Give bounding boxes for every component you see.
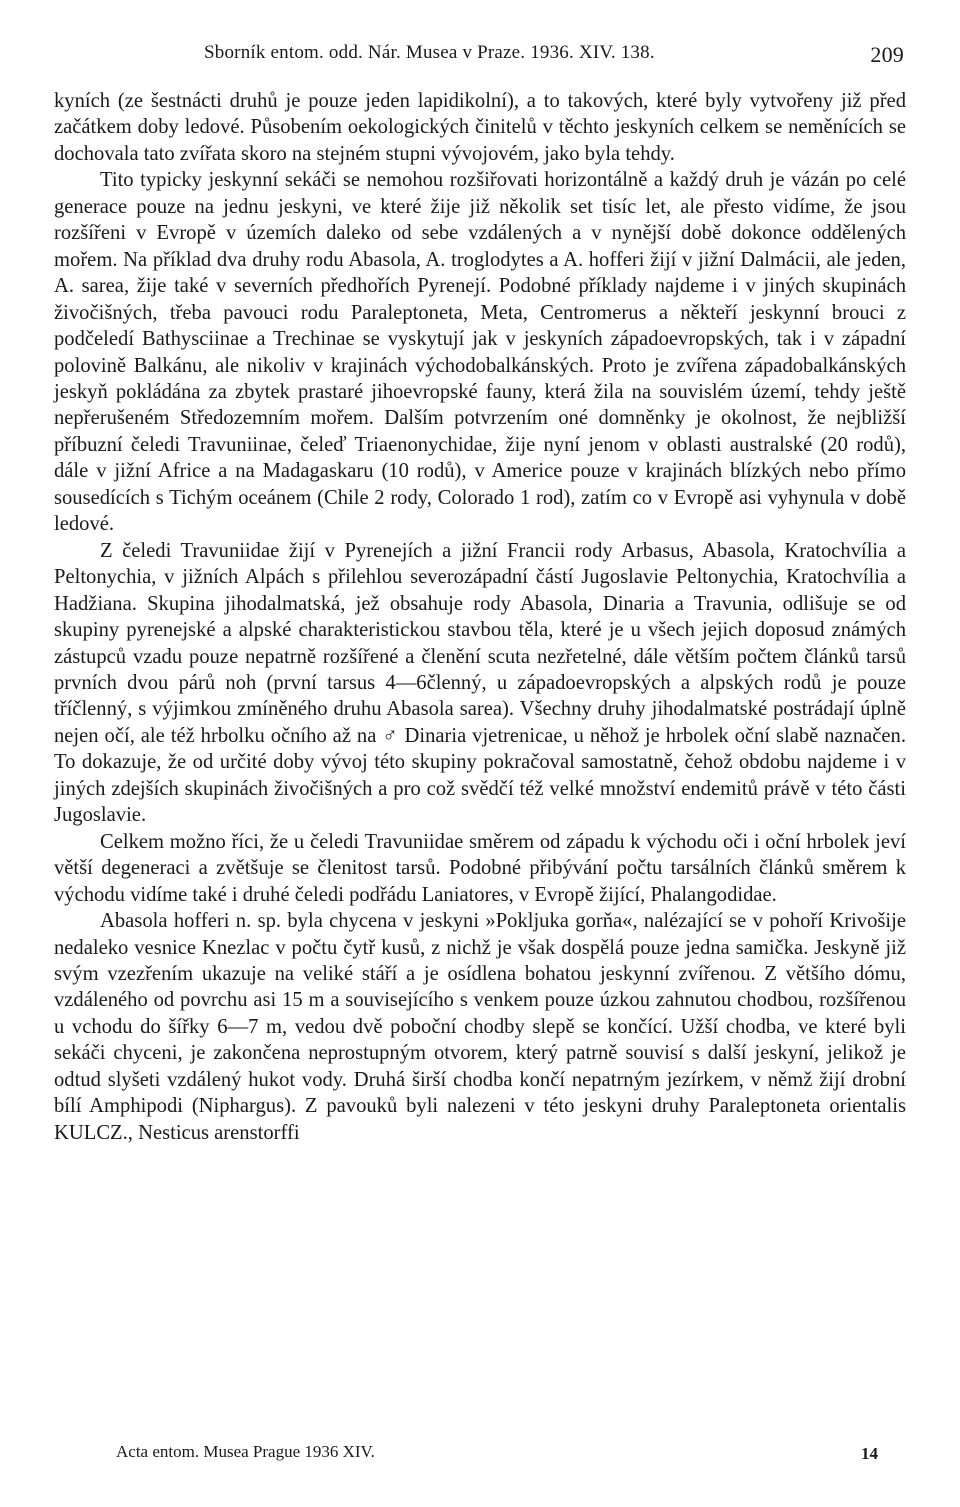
paragraph-4: Celkem možno říci, že u čeledi Travuniidae směrem od západu k východu oči i oční hrbolek jeví větší degeneraci a zvětšuje se členitost tarsů. Podobné přibývání počtu tarsálních článků směrem k východu vidíme také i druhé čeledi podřádu Laniatores, v Evropě žijící, Phalangodidae. <box>54 830 906 906</box>
running-title: Sborník entom. odd. Nár. Musea v Praze. 1936. XIV. 138. <box>204 42 655 63</box>
paragraph-1: kyních (ze šestnácti druhů je pouze jeden lapidikolní), a to takových, které byly vytvořeny již před začátkem doby ledové. Působením oekologických činitelů v těchto jeskyních celkem se neměnících se dochovala tato zvířata skoro na stejném stupni vývojovém, jako byla tehdy. <box>54 90 906 165</box>
paragraph-5: Abasola hofferi n. sp. byla chycena v jeskyni »Pokljuka gorňa«, nalézající se v pohoří Krivošije nedaleko vesnice Knezlac v počtu čytř kusů, z nichž je však dospělá pouze jedna samička. Jeskyně již svým vzezřením ukazuje na veliké stáří a je osídlena bohatou jeskynní zvířenou. Z většího dómu, vzdáleného od povrchu asi 15 m a souvisejícího s venkem pouze úzkou zahnutou chodbou, rozšířenou u vchodu do šířky 6—7 m, vedou dvě poboční chodby slepě se končící. Užší chodba, ve které byli sekáči chyceni, je zakončena neprostupným otvorem, který patrně souvisí s další jeskyní, jelikož je odtud slyšeti vzdálený hukot vody. Druhá širší chodba končí nepatrným jezírkem, v němž žijí drobní bílí Amphipodi (Niphargus). Z pavouků byli nalezeni v této jeskyni druhy Paraleptoneta orientalis KULCZ., Nesticus arenstorffi <box>54 910 906 1144</box>
page-header <box>54 42 904 72</box>
page-number: 209 <box>870 42 904 67</box>
footer-sheet-number: 14 <box>861 1444 878 1463</box>
paragraph-2: Tito typicky jeskynní sekáči se nemohou rozšiřovati horizontálně a každý druh je vázán po celé generace pouze na jednu jeskyni, ve které žije již několik set tisíc let, ale přesto vidíme, že jsou rozšířeni v Evropě v územích daleko od sebe vzdálených a v nynější době dokonce oddělených mořem. Na příklad dva druhy rodu Abasola, A. troglodytes a A. hofferi žijí v jižní Dalmácii, ale jeden, A. sarea, žije také v severních předhořích Pyrenejí. Podobné příklady najdeme i v jiných skupinách živočišných, třeba pavouci rodu Paraleptoneta, Meta, Centromerus a někteří jeskynní brouci z podčeledí Bathysciinae a Trechinae se vyskytují jak v jeskyních západoevropských, tak i v západní polovině Balkánu, ale nikoliv v krajinách východobalkánských. Proto je zvířena západobalkánských jeskyň pokládána za zbytek prastaré jihoevropské fauny, která žila na souvislém území, tehdy ještě nepřerušeném Středozemním mořem. Dalším potvrzením oné domněnky je okolnost, že nejbližší příbuzní čeledi Travuniinae, čeleď Triaenonychidae, žije nyní jenom v oblasti australské (20 rodů), dále v jižní Africe a na Madagaskaru (10 rodů), v Americe pouze v krajinách blízkých nebo přímo sousedících s Tichým oceánem (Chile 2 rody, Colorado 1 rod), zatím co v Evropě asi vyhynula v době ledové. <box>54 169 906 536</box>
footer-journal: Acta entom. Musea Prague 1936 XIV. <box>116 1442 375 1461</box>
paragraph-3: Z čeledi Travuniidae žijí v Pyrenejích a jižní Francii rody Arbasus, Abasola, Kratochvília a Peltonychia, v jižních Alpách s přilehlou severozápadní částí Jugoslavie Peltonychia, Kratochvília a Hadžiana. Skupina jihodalmatská, jež obsahuje rody Abasola, Dinaria a Travunia, odlišuje se od skupiny pyrenejské a alpské charakteristickou stavbou těla, které je u všech jejich doposud známých zástupců vzadu pouze nepatrně rozšířené a členění scuta nezřetelné, dále větším počtem článků tarsů prvních dvou párů noh (první tarsus 4—6členný, u západoevropských a alpských rodů je pouze tříčlenný, s výjimkou zmíněného druhu Abasola sarea). Všechny druhy jihodalmatské postrádají úplně nejen očí, ale též hrbolku očního až na ♂ Dinaria vjetrenicae, u něhož je hrbolek oční slabě naznačen. To dokazuje, že od určité doby vývoj této skupiny pokračoval samostatně, čehož obdobu najdeme i v jiných zdejších skupinách živočišných a pro což svědčí též velké množství endemitů právě v této části Jugoslavie. <box>54 539 906 827</box>
body-text <box>54 88 906 1146</box>
page-footer <box>116 1442 904 1472</box>
